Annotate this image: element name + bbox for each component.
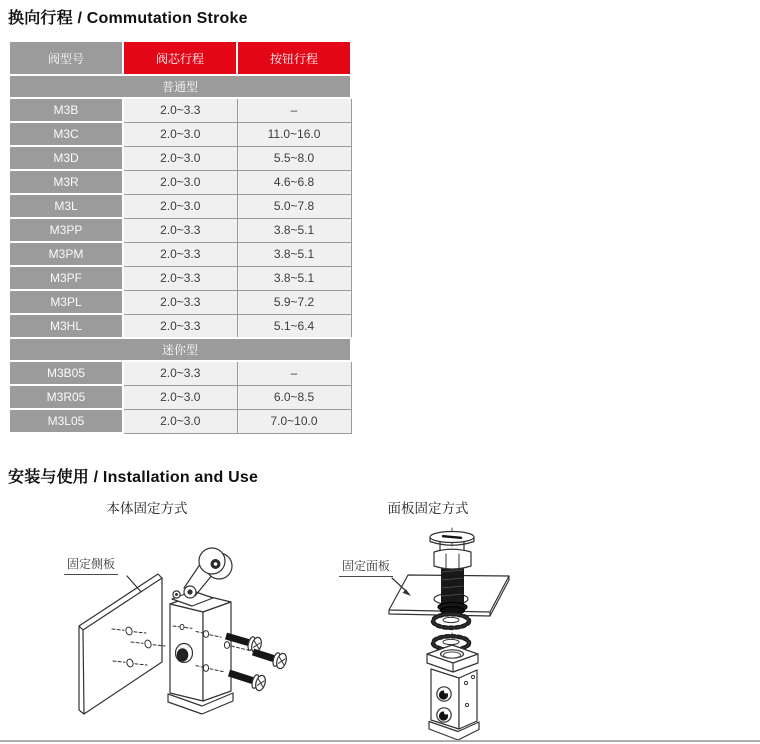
spool-stroke-cell: 2.0~3.0 [123,194,237,218]
valve-model-cell: M3B05 [9,361,123,385]
spool-stroke-cell: 2.0~3.0 [123,122,237,146]
spool-stroke-cell: 2.0~3.0 [123,170,237,194]
valve-model-cell: M3L05 [9,409,123,433]
button-stroke-cell: 3.8~5.1 [237,242,351,266]
mounting-screws [226,636,288,692]
caption-panel-mounting: 面板固定方式 [387,501,469,516]
spool-stroke-cell: 2.0~3.3 [123,218,237,242]
table-row [9,314,351,338]
table-row [9,194,351,218]
column-header-valve-model: 阀型号 [9,41,123,75]
spool-stroke-cell: 2.0~3.3 [123,314,237,338]
table-header-row [9,41,351,75]
table-group-label: 普通型 [9,75,351,98]
table-row [9,242,351,266]
button-stroke-cell: 3.8~5.1 [237,266,351,290]
hex-collar [434,549,471,569]
button-stroke-cell: 6.0~8.5 [237,385,351,409]
roller-lever-valve [168,548,249,714]
table-row [9,385,351,409]
button-stroke-cell: 5.1~6.4 [237,314,351,338]
table-group-row [9,75,351,98]
panel-mounting-diagram [389,528,509,740]
stroke-table-body [9,75,351,433]
spool-stroke-cell: 2.0~3.3 [123,242,237,266]
knurled-nut [433,614,469,628]
section-title-commutation-stroke: 换向行程 / Commutation Stroke [8,10,248,27]
button-stroke-cell: 7.0~10.0 [237,409,351,433]
table-row [9,290,351,314]
button-slot [443,536,461,538]
valve-model-cell: M3D [9,146,123,170]
valve-body [427,645,479,740]
spool-stroke-cell: 2.0~3.3 [123,290,237,314]
installation-diagrams [0,520,760,744]
table-row [9,409,351,433]
button-stroke-cell: 3.8~5.1 [237,218,351,242]
spool-stroke-cell: 2.0~3.0 [123,146,237,170]
valve-model-cell: M3C [9,122,123,146]
valve-port [176,644,193,663]
table-row [9,266,351,290]
valve-model-cell: M3HL [9,314,123,338]
column-header-spool-stroke: 阀芯行程 [123,41,237,75]
valve-model-cell: M3R [9,170,123,194]
button-stroke-cell: 11.0~16.0 [237,122,351,146]
valve-model-cell: M3B [9,98,123,122]
column-header-button-stroke: 按钮行程 [237,41,351,75]
table-row [9,361,351,385]
screw [229,673,267,692]
button-stroke-cell: 5.0~7.8 [237,194,351,218]
table-row [9,122,351,146]
table-row [9,146,351,170]
spool-stroke-cell: 2.0~3.3 [123,361,237,385]
spool-stroke-cell: 2.0~3.3 [123,98,237,122]
button-stroke-cell: 5.9~7.2 [237,290,351,314]
valve-model-cell: M3PP [9,218,123,242]
table-group-row [9,338,351,361]
caption-body-mounting: 本体固定方式 [106,501,188,516]
valve-model-cell: M3PM [9,242,123,266]
page-bottom-rule [0,740,760,742]
valve-model-cell: M3PF [9,266,123,290]
body-mounting-diagram [79,548,288,714]
table-group-label: 迷你型 [9,338,351,361]
spool-stroke-cell: 2.0~3.0 [123,385,237,409]
callout-fixed-side-plate: 固定侧板 [64,555,118,575]
screw [253,652,288,670]
side-plate [79,574,165,714]
table-row [9,170,351,194]
side-plate-leader-line [127,576,142,593]
spool-stroke-cell: 2.0~3.3 [123,266,237,290]
valve-model-cell: M3L [9,194,123,218]
section-title-installation: 安装与使用 / Installation and Use [8,469,259,486]
button-stroke-cell: 5.5~8.0 [237,146,351,170]
valve-port [437,708,451,722]
callout-fixed-panel: 固定面板 [339,557,393,577]
table-row [9,218,351,242]
valve-model-cell: M3PL [9,290,123,314]
commutation-stroke-table [8,40,352,434]
roller-lever [172,548,232,606]
button-stroke-cell: – [237,361,351,385]
table-row [9,98,351,122]
valve-model-cell: M3R05 [9,385,123,409]
button-stroke-cell: 4.6~6.8 [237,170,351,194]
valve-port [437,687,451,701]
button-stroke-cell: – [237,98,351,122]
spool-stroke-cell: 2.0~3.0 [123,409,237,433]
lock-nuts [433,614,469,650]
